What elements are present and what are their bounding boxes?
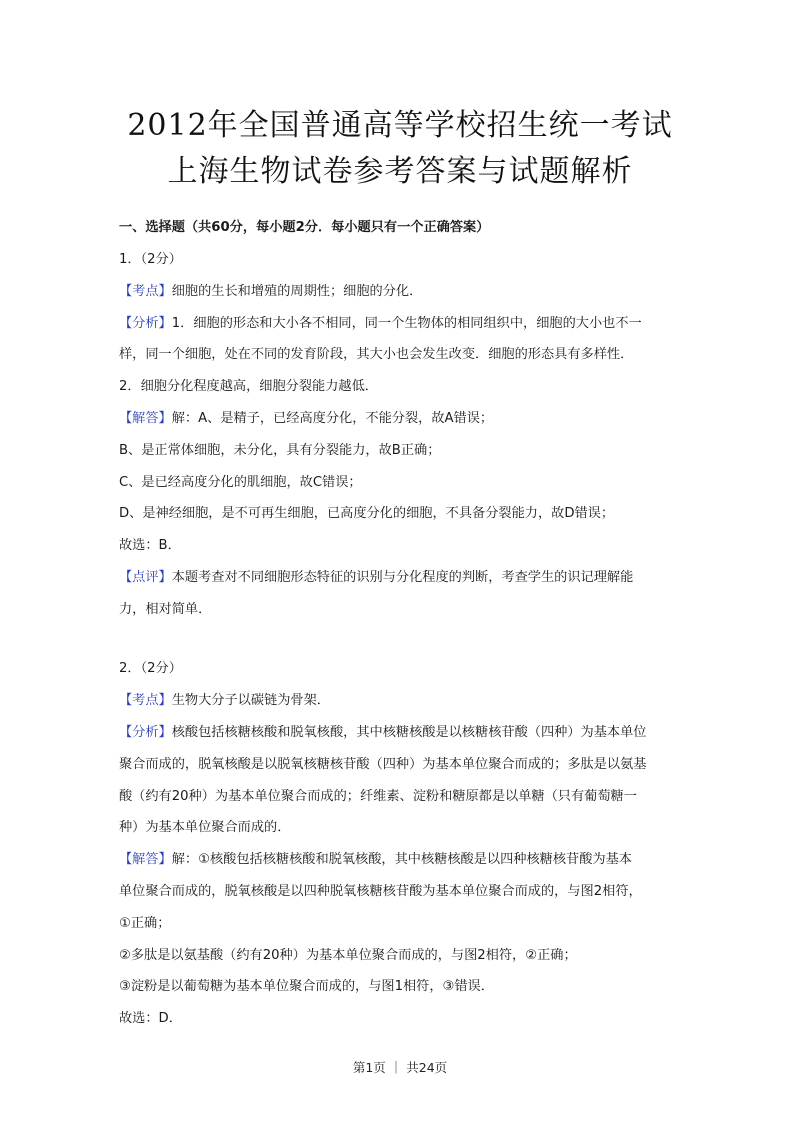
q2-jieda-line-5: ③淀粉是以葡萄糖为基本单位聚合而成的，与图1相符，③错误． bbox=[119, 979, 494, 994]
q1-jieda bbox=[119, 409, 689, 429]
dianping-tag: 【点评】 bbox=[119, 570, 172, 585]
q2-fenxi bbox=[119, 723, 689, 743]
q1-fenxi-line-3: 2．细胞分化程度越高，细胞分裂能力越低． bbox=[119, 379, 378, 394]
q1-kaodian-text: 细胞的生长和增殖的周期性；细胞的分化． bbox=[171, 284, 423, 299]
kaodian-tag: 【考点】 bbox=[119, 693, 172, 708]
page-title-line-1: 2012年全国普通高等学校招生统一考试 bbox=[127, 108, 673, 143]
page-footer: 第1页 ｜ 共24页 bbox=[352, 1060, 448, 1075]
q2-fenxi-line-3: 酸（约有20种）为基本单位聚合而成的；纤维素、淀粉和糖原都是以单糖（只有葡萄糖一 bbox=[119, 789, 637, 804]
q1-fenxi-text-1: 1．细胞的形态和大小各不相同，同一个生物体的相同组织中，细胞的大小也不一 bbox=[171, 316, 642, 331]
q2-jieda-line-4: ②多肽是以氨基酸（约有20种）为基本单位聚合而成的，与图2相符，②正确； bbox=[119, 948, 577, 963]
question-1-number: 1．（2分） bbox=[119, 252, 182, 267]
q1-answer: 故选：B． bbox=[119, 538, 181, 553]
q1-jieda-line-3: C、是已经高度分化的肌细胞，故C错误； bbox=[119, 475, 362, 490]
q2-fenxi-text-1: 核酸包括核糖核酸和脱氧核酸，其中核糖核酸是以核糖核苷酸（四种）为基本单位 bbox=[171, 725, 647, 740]
page-title-line-2: 上海生物试卷参考答案与试题解析 bbox=[167, 154, 633, 189]
q2-kaodian bbox=[119, 691, 689, 711]
q2-jieda-line-3: ①正确； bbox=[119, 916, 171, 931]
q1-jieda-line-2: B、是正常体细胞，未分化，具有分裂能力，故B正确； bbox=[119, 443, 441, 458]
q2-jieda-text-1: 解：①核酸包括核糖核酸和脱氧核酸，其中核糖核酸是以四种核糖核苷酸为基本 bbox=[171, 852, 632, 867]
section-heading: 一、选择题（共60分，每小题2分．每小题只有一个正确答案） bbox=[119, 220, 490, 235]
q2-fenxi-line-4: 种）为基本单位聚合而成的． bbox=[119, 820, 291, 835]
q1-fenxi-line-2: 样，同一个细胞，处在不同的发育阶段，其大小也会发生改变．细胞的形态具有多样性． bbox=[119, 347, 634, 362]
fenxi-tag: 【分析】 bbox=[119, 725, 172, 740]
jieda-tag: 【解答】 bbox=[119, 411, 172, 426]
q1-dianping-line-2: 力，相对简单． bbox=[119, 602, 212, 617]
q1-jieda-line-4: D、是神经细胞，是不可再生细胞，已高度分化的细胞，不具备分裂能力，故D错误； bbox=[119, 506, 615, 521]
q1-fenxi bbox=[119, 314, 689, 334]
q1-dianping bbox=[119, 568, 689, 588]
jieda-tag: 【解答】 bbox=[119, 852, 172, 867]
q1-dianping-text-1: 本题考查对不同细胞形态特征的识别与分化程度的判断，考查学生的识记理解能 bbox=[171, 570, 634, 585]
q1-kaodian bbox=[119, 282, 689, 302]
fenxi-tag: 【分析】 bbox=[119, 316, 172, 331]
q2-answer: 故选：D． bbox=[119, 1011, 182, 1026]
q1-jieda-text-1: 解：A、是精子，已经高度分化，不能分裂，故A错误； bbox=[171, 411, 494, 426]
q2-jieda-line-2: 单位聚合而成的，脱氧核酸是以四种脱氧核糖核苷酸为基本单位聚合而成的，与图2相符， bbox=[119, 884, 642, 899]
question-2-number: 2．（2分） bbox=[119, 661, 182, 676]
q2-fenxi-line-2: 聚合而成的，脱氧核酸是以脱氧核糖核苷酸（四种）为基本单位聚合而成的；多肽是以氨基 bbox=[119, 757, 647, 772]
q2-kaodian-text: 生物大分子以碳链为骨架． bbox=[171, 693, 330, 708]
q2-jieda bbox=[119, 850, 689, 870]
kaodian-tag: 【考点】 bbox=[119, 284, 172, 299]
